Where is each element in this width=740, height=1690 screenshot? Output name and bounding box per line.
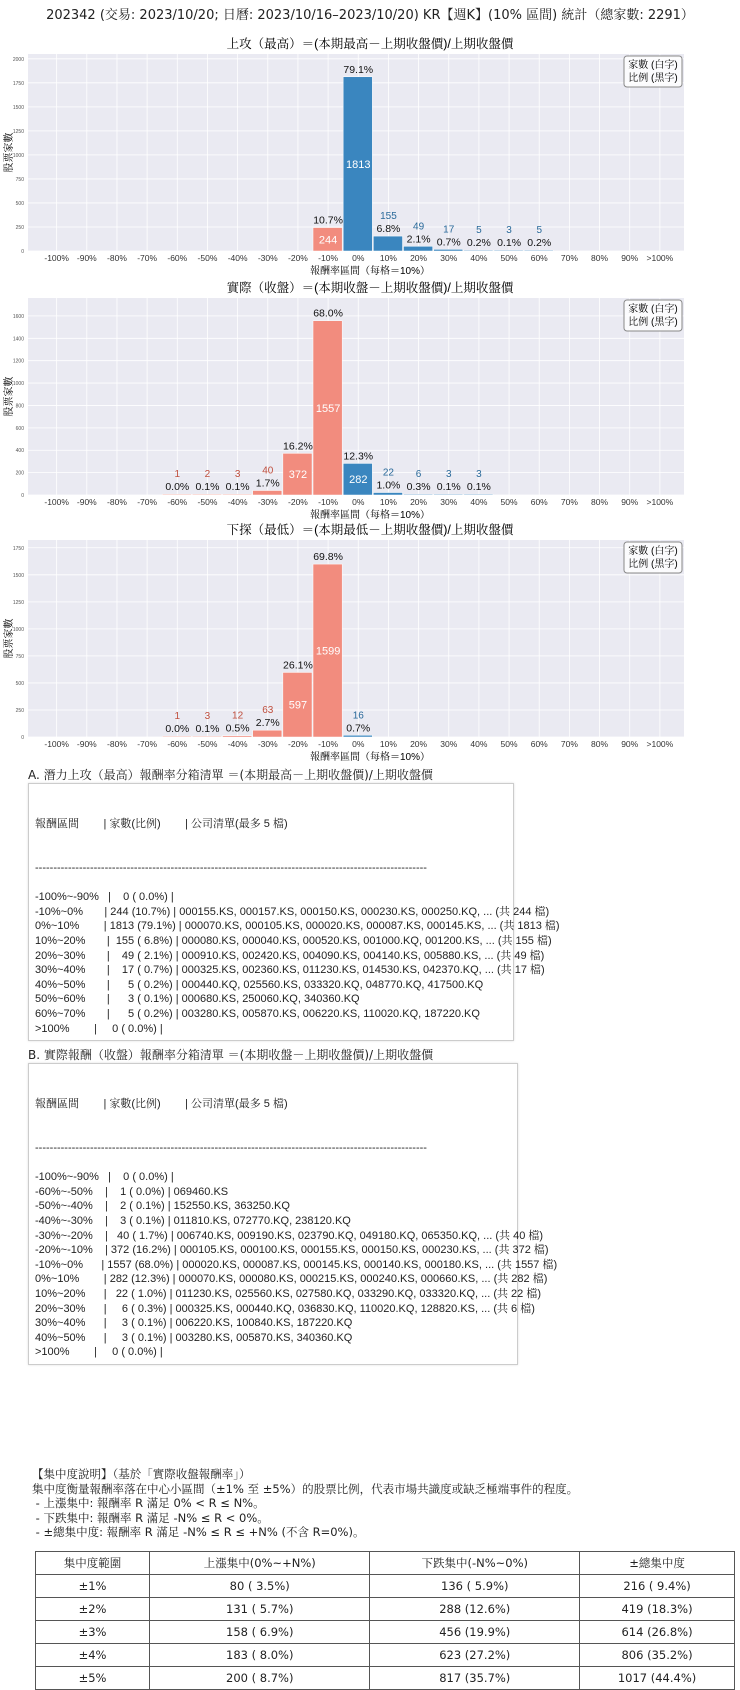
x-tick-label: 20%: [410, 253, 428, 263]
bar: [373, 493, 402, 495]
list-row: -10%~0% | 1557 (68.0%) | 000020.KS, 000087.KS, 000145.KS, 000140.KS, 000180.KS, ... (共 1557 檔): [35, 1258, 558, 1271]
x-tick-label: 40%: [470, 739, 488, 749]
x-tick-label: >100%: [646, 739, 674, 749]
x-tick-label: -20%: [288, 497, 308, 507]
y-tick-label: 750: [15, 653, 24, 660]
list-row: 0%~10% | 1813 (79.1%) | 000070.KS, 000105.KS, 000020.KS, 000087.KS, 000145.KS, ... (共 1813 檔): [35, 920, 560, 933]
x-tick-label: -60%: [167, 739, 188, 749]
bar-count-label: 3: [234, 469, 241, 481]
x-tick-label: -40%: [227, 739, 248, 749]
bar-count-label: 63: [262, 705, 274, 717]
bar-percent-label: 0.7%: [436, 236, 461, 249]
bar-percent-label: 0.1%: [225, 481, 250, 494]
table-cell: ±1%: [36, 1575, 150, 1598]
bar-percent-label: 10.7%: [313, 214, 343, 227]
bar: [192, 494, 221, 495]
bar-percent-label: 2.7%: [255, 717, 280, 730]
list-row: 0%~10% | 282 (12.3%) | 000070.KS, 000080.KS, 000215.KS, 000240.KS, 000660.KS, ... (共 282 檔): [35, 1273, 548, 1286]
bar-count-label: 597: [288, 699, 308, 712]
y-tick-label: 0: [21, 249, 24, 255]
x-tick-label: -10%: [318, 739, 339, 749]
x-tick-label: -30%: [257, 739, 278, 749]
bar: [404, 494, 433, 495]
table-cell: 183 ( 8.0%): [150, 1644, 370, 1667]
y-tick-label: 1400: [12, 336, 24, 343]
y-tick-label: 1000: [12, 626, 24, 633]
table-cell: 80 ( 3.5%): [150, 1575, 370, 1598]
bar-percent-label: 1.7%: [255, 477, 280, 490]
list-divider: -----------------------------------------------------------------------------------------------------------: [35, 1141, 427, 1154]
table-cell: 623 (27.2%): [370, 1644, 580, 1667]
y-tick-label: 1000: [12, 152, 24, 159]
table-cell: 288 (12.6%): [370, 1598, 580, 1621]
list-row: 30%~40% | 17 ( 0.7%) | 000325.KS, 002360.KS, 011230.KS, 014530.KS, 042370.KQ, ... (共 17 檔): [35, 964, 545, 977]
bar-count-label: 282: [349, 474, 368, 487]
list-row: -10%~0% | 244 (10.7%) | 000155.KS, 000157.KS, 000150.KS, 000230.KS, 000250.KQ, ... (共 244 檔): [35, 905, 550, 918]
x-tick-label: 30%: [440, 253, 458, 263]
x-tick-label: 30%: [440, 739, 458, 749]
note-line: - 下跌集中: 報酬率 R 滿足 -N% ≤ R < 0%。: [32, 1510, 269, 1525]
bar-count-label: 5: [536, 225, 543, 237]
x-tick-label: 90%: [621, 497, 639, 507]
bar-count-label: 3: [445, 469, 452, 481]
y-tick-label: 600: [15, 425, 24, 432]
bar-percent-label: 0.1%: [436, 481, 461, 494]
plot-area: [28, 540, 684, 737]
x-tick-label: 70%: [560, 497, 578, 507]
table-row: [36, 1644, 735, 1667]
bar-count-label: 12: [232, 710, 244, 722]
x-tick-label: -20%: [288, 739, 308, 749]
x-tick-label: -60%: [167, 253, 188, 263]
bar-percent-label: 0.1%: [466, 481, 491, 494]
x-tick-label: -50%: [197, 739, 218, 749]
x-tick-label: 0%: [352, 253, 365, 263]
x-axis-label: 報酬率區間（每格＝10%）: [309, 752, 431, 763]
x-tick-label: -70%: [137, 497, 158, 507]
y-tick-label: 400: [15, 448, 24, 455]
list-row: >100% | 0 ( 0.0%) |: [35, 1346, 163, 1359]
y-tick-label: 1500: [12, 572, 24, 579]
section-a-list: [28, 783, 560, 1041]
bar-percent-label: 6.8%: [376, 223, 401, 236]
table-cell: 131 ( 5.7%): [150, 1598, 370, 1621]
x-tick-label: -80%: [107, 739, 127, 749]
x-tick-label: 20%: [410, 739, 428, 749]
bar-percent-label: 12.3%: [343, 450, 374, 463]
bar-count-label: 3: [476, 469, 482, 481]
x-tick-label: -70%: [137, 253, 158, 263]
bar-count-label: 40: [262, 465, 274, 477]
bar-count-label: 372: [288, 469, 308, 482]
list-row: 10%~20% | 22 ( 1.0%) | 011230.KS, 025560.KS, 027580.KQ, 033290.KQ, 033320.KQ, ... (共 22 檔): [35, 1287, 542, 1300]
bar-percent-label: 2.1%: [406, 233, 431, 246]
x-tick-label: 90%: [621, 253, 639, 263]
x-tick-label: -100%: [44, 497, 69, 507]
table-cell: 216 ( 9.4%): [580, 1575, 735, 1598]
bar-percent-label: 0.3%: [406, 481, 431, 494]
table-cell: ±4%: [36, 1644, 150, 1667]
section-b-list: [28, 1063, 558, 1365]
column-header: ±總集中度: [580, 1552, 735, 1575]
x-tick-label: -70%: [137, 739, 158, 749]
x-tick-label: -90%: [76, 497, 97, 507]
bar: [373, 236, 402, 251]
x-tick-label: -50%: [197, 253, 218, 263]
bar: [524, 250, 553, 251]
chart-title: 下探（最低）＝(本期最低－上期收盤價)/上期收盤價: [226, 523, 514, 537]
x-tick-label: 40%: [470, 497, 488, 507]
list-row: -50%~-40% | 2 ( 0.1%) | 152550.KS, 363250.KQ: [35, 1200, 290, 1213]
x-tick-label: -90%: [76, 739, 97, 749]
bar: [223, 736, 252, 737]
y-axis-label: 股票家數: [4, 618, 15, 659]
y-tick-label: 1200: [12, 358, 24, 365]
bar: [464, 250, 493, 251]
bar: [434, 249, 463, 251]
table-row: [36, 1598, 735, 1621]
note-line: 集中度衡量報酬率落在中心小區間（±1% 至 ±5%）的股票比例，代表市場共識度或缺乏極端事件的程度。: [32, 1481, 579, 1496]
y-tick-label: 500: [15, 200, 24, 207]
x-tick-label: 70%: [560, 739, 578, 749]
concentration-notes: [32, 1467, 578, 1540]
list-row: -60%~-50% | 1 ( 0.0%) | 069460.KS: [35, 1185, 229, 1198]
y-tick-label: 250: [15, 707, 24, 714]
table-cell: 200 ( 8.7%): [150, 1667, 370, 1690]
bar: [434, 494, 463, 495]
bar-percent-label: 0.1%: [195, 723, 220, 736]
x-tick-label: -10%: [318, 497, 339, 507]
table-row: [36, 1667, 735, 1690]
bar-count-label: 1557: [315, 402, 341, 415]
y-axis-label: 股票家數: [4, 132, 15, 173]
y-tick-label: 1600: [12, 313, 24, 320]
x-tick-label: -30%: [257, 253, 278, 263]
list-row: -30%~-20% | 40 ( 1.7%) | 006740.KS, 009190.KS, 023790.KQ, 049180.KQ, 065350.KQ, ... (共 40 檔): [35, 1229, 544, 1242]
x-tick-label: 80%: [591, 497, 609, 507]
table-cell: 158 ( 6.9%): [150, 1621, 370, 1644]
x-axis-label: 報酬率區間（每格＝10%）: [309, 266, 431, 277]
y-tick-label: 800: [15, 403, 24, 410]
bar: [464, 494, 493, 495]
table-cell: ±3%: [36, 1621, 150, 1644]
bar-count-label: 1813: [346, 158, 371, 171]
x-tick-label: -80%: [107, 497, 127, 507]
bar: [494, 250, 523, 251]
x-tick-label: -30%: [257, 497, 278, 507]
bar: [253, 491, 282, 495]
list-divider: -----------------------------------------------------------------------------------------------------------: [35, 861, 427, 874]
y-tick-label: 1750: [12, 545, 24, 552]
note-line: - ±總集中度: 報酬率 R 滿足 -N% ≤ R ≤ +N% (不含 R=0%)。: [32, 1525, 365, 1539]
bar-count-label: 49: [413, 221, 425, 233]
x-tick-label: 50%: [500, 497, 518, 507]
bar-count-label: 3: [204, 711, 211, 723]
note-line: - 上漲集中: 報酬率 R 滿足 0% < R ≤ N%。: [32, 1496, 265, 1510]
bar-count-label: 5: [476, 225, 482, 237]
table-cell: 456 (19.9%): [370, 1621, 580, 1644]
section-b-heading: B. 實際報酬（收盤）報酬率分箱清單 ＝(本期收盤－上期收盤價)/上期收盤價: [28, 1048, 434, 1062]
legend-entry: 比例 (黑字): [628, 317, 678, 328]
close-return-histogram: [0, 278, 740, 522]
x-tick-label: >100%: [646, 253, 674, 263]
bar-count-label: 3: [506, 225, 512, 237]
x-axis-label: 報酬率區間（每格＝10%）: [309, 510, 431, 521]
bar-count-label: 1599: [315, 645, 341, 658]
x-tick-label: -100%: [44, 253, 69, 263]
table-cell: 1017 (44.4%): [580, 1667, 735, 1690]
column-header: 上漲集中(0%~+N%): [150, 1552, 370, 1575]
bar-count-label: 1: [174, 711, 181, 723]
x-tick-label: -80%: [107, 253, 127, 263]
y-axis-label: 股票家數: [4, 376, 15, 417]
bar: [162, 494, 191, 495]
bar-count-label: 22: [382, 467, 394, 479]
column-header: 集中度範圍: [36, 1552, 150, 1575]
bar-percent-label: 0.0%: [165, 723, 190, 736]
y-tick-label: 2000: [12, 56, 24, 63]
bar-count-label: 6: [415, 469, 422, 481]
x-tick-label: 60%: [530, 497, 548, 507]
legend-entry: 家數 (白字): [628, 304, 678, 315]
bar-percent-label: 0.2%: [466, 237, 491, 250]
table-row: [36, 1575, 735, 1598]
x-tick-label: 10%: [379, 739, 397, 749]
table-cell: ±2%: [36, 1598, 150, 1621]
table-cell: 136 ( 5.9%): [370, 1575, 580, 1598]
list-row: -40%~-30% | 3 ( 0.1%) | 011810.KS, 072770.KQ, 238120.KQ: [35, 1214, 351, 1227]
bar-percent-label: 0.2%: [527, 237, 552, 250]
x-tick-label: 10%: [379, 497, 397, 507]
x-tick-label: -100%: [44, 739, 69, 749]
x-tick-label: -50%: [197, 497, 218, 507]
bar-percent-label: 0.1%: [497, 237, 522, 250]
list-row: -20%~-10% | 372 (16.2%) | 000105.KS, 000100.KS, 000155.KS, 000150.KS, 000230.KS, ... (共 372 檔): [35, 1244, 549, 1257]
x-tick-label: 20%: [410, 497, 428, 507]
list-row: -100%~-90% | 0 ( 0.0%) |: [35, 1171, 174, 1184]
bar-percent-label: 0.1%: [195, 481, 220, 494]
bar-count-label: 2: [204, 469, 211, 481]
y-tick-label: 200: [15, 470, 24, 477]
concentration-table: [35, 1551, 735, 1690]
list-row: 40%~50% | 5 ( 0.2%) | 000440.KQ, 025560.KS, 033320.KQ, 048770.KQ, 417500.KQ: [35, 978, 484, 991]
bar-percent-label: 0.5%: [225, 722, 250, 735]
y-tick-label: 500: [15, 680, 24, 687]
list-row: 40%~50% | 3 ( 0.1%) | 003280.KS, 005870.KS, 340360.KQ: [35, 1331, 353, 1344]
list-row: 20%~30% | 6 ( 0.3%) | 000325.KS, 000440.KQ, 036830.KQ, 110020.KQ, 128820.KS, ... (共 6 檔): [35, 1302, 535, 1315]
x-tick-label: 80%: [591, 253, 609, 263]
bar: [162, 736, 191, 737]
x-tick-label: -90%: [76, 253, 97, 263]
y-tick-label: 0: [21, 735, 24, 741]
list-row: 10%~20% | 155 ( 6.8%) | 000080.KS, 000040.KS, 000520.KS, 001000.KQ, 001200.KS, ... (共 155 檔): [35, 934, 552, 947]
list-row: 60%~70% | 5 ( 0.2%) | 003280.KS, 005870.KS, 006220.KS, 110020.KQ, 187220.KQ: [35, 1007, 480, 1020]
x-tick-label: 90%: [621, 739, 639, 749]
bar-count-label: 244: [318, 234, 338, 247]
bar-percent-label: 26.1%: [283, 659, 313, 672]
bar-percent-label: 0.7%: [346, 722, 371, 735]
list-header: 報酬區間 | 家數(比例) | 公司清單(最多 5 檔): [35, 818, 288, 831]
bar-percent-label: 69.8%: [313, 551, 343, 564]
table-cell: 806 (35.2%): [580, 1644, 735, 1667]
x-tick-label: 50%: [500, 253, 518, 263]
chart-title: 上攻（最高）＝(本期最高－上期收盤價)/上期收盤價: [226, 37, 514, 51]
x-tick-label: 0%: [352, 497, 365, 507]
legend-entry: 家數 (白字): [628, 60, 678, 71]
bar-count-label: 1: [174, 469, 181, 481]
bar: [404, 246, 433, 251]
table-row: [36, 1621, 735, 1644]
table-cell: 817 (35.7%): [370, 1667, 580, 1690]
x-tick-label: -40%: [227, 253, 248, 263]
table-header-row: [36, 1552, 735, 1575]
list-row: 30%~40% | 3 ( 0.1%) | 006220.KS, 100840.KS, 187220.KQ: [35, 1317, 353, 1330]
y-tick-label: 1000: [12, 381, 24, 388]
y-tick-label: 1750: [12, 80, 24, 87]
list-row: -100%~-90% | 0 ( 0.0%) |: [35, 891, 174, 904]
y-tick-label: 1250: [12, 599, 24, 606]
bar: [343, 735, 372, 737]
bar-count-label: 17: [443, 224, 455, 236]
x-tick-label: 50%: [500, 739, 518, 749]
section-a-heading: A. 潛力上攻（最高）報酬率分箱清單 ＝(本期最高－上期收盤價)/上期收盤價: [28, 768, 433, 782]
list-header: 報酬區間 | 家數(比例) | 公司清單(最多 5 檔): [35, 1098, 288, 1111]
legend-entry: 比例 (黑字): [628, 559, 678, 570]
x-tick-label: 60%: [530, 739, 548, 749]
bar: [223, 494, 252, 495]
bar-percent-label: 0.0%: [165, 481, 190, 494]
list-row: >100% | 0 ( 0.0%) |: [35, 1022, 163, 1035]
page-title: 202342 (交易: 2023/10/20; 日曆: 2023/10/16–2023/10/20) KR【週K】(10% 區間) 統計（總家數: 2291）: [46, 8, 694, 23]
bar-count-label: 16: [352, 710, 364, 722]
chart-title: 實際（收盤）＝(本期收盤－上期收盤價)/上期收盤價: [226, 281, 514, 295]
y-tick-label: 250: [15, 224, 24, 231]
x-tick-label: 10%: [379, 253, 397, 263]
note-line: 【集中度說明】（基於「實際收盤報酬率」）: [32, 1467, 251, 1481]
bar: [192, 736, 221, 737]
column-header: 下跌集中(-N%~0%): [370, 1552, 580, 1575]
x-tick-label: 0%: [352, 739, 365, 749]
x-tick-label: 30%: [440, 497, 458, 507]
x-tick-label: 40%: [470, 253, 488, 263]
bar: [253, 730, 282, 737]
table-cell: ±5%: [36, 1667, 150, 1690]
bar-percent-label: 16.2%: [283, 440, 313, 453]
list-row: 20%~30% | 49 ( 2.1%) | 000910.KS, 002420.KS, 004090.KS, 004140.KS, 005880.KS, ... (共 49 檔): [35, 949, 545, 962]
legend-entry: 家數 (白字): [628, 546, 678, 557]
x-tick-label: -40%: [227, 497, 248, 507]
x-tick-label: 60%: [530, 253, 548, 263]
bar-percent-label: 79.1%: [343, 63, 374, 76]
bar-percent-label: 68.0%: [313, 307, 343, 320]
x-tick-label: -20%: [288, 253, 308, 263]
x-tick-label: -10%: [318, 253, 339, 263]
y-tick-label: 1250: [12, 128, 24, 135]
legend-entry: 比例 (黑字): [628, 73, 678, 84]
y-tick-label: 1500: [12, 104, 24, 111]
y-tick-label: 750: [15, 176, 24, 183]
x-tick-label: >100%: [646, 497, 674, 507]
low-return-histogram: [0, 520, 740, 766]
bar-count-label: 155: [380, 211, 397, 223]
bar-percent-label: 1.0%: [376, 479, 401, 492]
x-tick-label: -60%: [167, 497, 188, 507]
table-cell: 614 (26.8%): [580, 1621, 735, 1644]
y-tick-label: 0: [21, 493, 24, 499]
x-tick-label: 80%: [591, 739, 609, 749]
high-return-histogram: [0, 34, 740, 278]
x-tick-label: 70%: [560, 253, 578, 263]
list-row: 50%~60% | 3 ( 0.1%) | 000680.KS, 250060.KQ, 340360.KQ: [35, 993, 360, 1006]
table-cell: 419 (18.3%): [580, 1598, 735, 1621]
